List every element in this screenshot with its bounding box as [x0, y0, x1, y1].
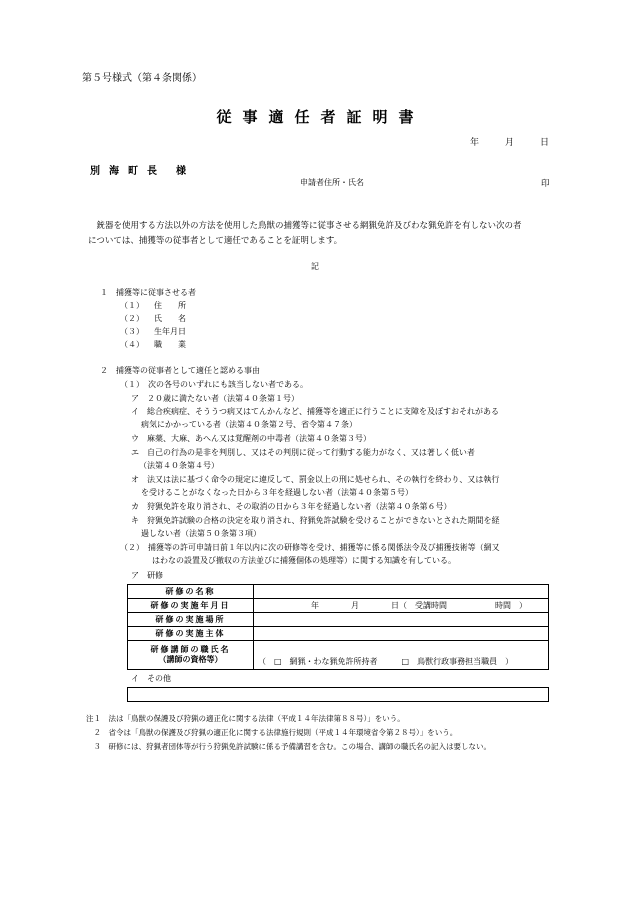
disqualification-line: キ 狩猟免許試験の合格の決定を取り消され、狩猟免許試験を受けることができないとされた期間を経 [131, 516, 500, 525]
applicant-label: 申請者住所・氏名 [300, 178, 364, 187]
training-name-field[interactable] [254, 585, 549, 599]
disqualification-line: 過しない者（法第５０条第３項） [141, 529, 261, 538]
training-place-field[interactable] [254, 613, 549, 627]
table-row [128, 627, 549, 641]
disqualification-line: カ 狩猟免許を取り消され、その取消の日から３年を経過しない者（法第４０条第６号） [131, 502, 452, 511]
certification-text [88, 219, 550, 249]
section-1-heading: １ 捕獲等に従事させる者 [100, 288, 196, 297]
day-label: 日 [540, 138, 550, 148]
section-2-sub-2-cont: はわなの設置及び撤収の方法並びに捕獲個体の処理等）に関する知識を有している。 [152, 556, 456, 565]
table-row [128, 599, 549, 613]
addressee [90, 162, 186, 177]
training-organizer-field[interactable] [254, 627, 549, 641]
note-2: ２ 省令は「鳥獣の保護及び狩猟の適正化に関する法律施行規則（平成１４年環境省令第２８号）」をいう。 [86, 728, 458, 737]
disqualification-line: を受けることがなくなった日から３年を経過しない者（法第４０条第５号） [141, 488, 413, 497]
disqualification-line: （法第４０条第４号） [139, 461, 219, 470]
item-label: 職 業 [154, 340, 186, 349]
document-title: 従事適任者証明書 [216, 108, 425, 126]
disqualification-line: ウ 麻薬、大麻、あへん又は覚醒剤の中毒者（法第４０条第３号） [131, 434, 371, 443]
instructor-label-main: 研修講師の職氏名 [150, 645, 231, 654]
table-row [128, 641, 549, 670]
section-2-sub-2: （２） 捕獲等の許可申請日前１年以内に次の研修等を受け、捕獲等に係る関係法令及び捕獲技術等（網又 [120, 543, 500, 552]
item-label: 住 所 [154, 301, 186, 310]
training-place-label: 研修の実施場所 [128, 613, 254, 627]
training-date-label: 研修の実施年月日 [128, 599, 254, 613]
disqualification-line: オ 法又は法に基づく命令の規定に違反して、罰金以上の刑に処せられ、その執行を終わり、又は執行 [131, 475, 500, 484]
seal-mark: 印 [541, 179, 550, 189]
item-number: （３） [120, 327, 144, 336]
instructor-field[interactable]: （ □ 網猟・わな猟免許所持者 □ 鳥獣行政事務担当職員 ） [254, 641, 549, 670]
training-organizer-label: 研修の実施主体 [128, 627, 254, 641]
disqualification-line: ア ２０歳に満たない者（法第４０条第１号） [131, 394, 299, 403]
training-table [127, 584, 549, 670]
other-input-box[interactable] [127, 687, 549, 702]
section-1-item [120, 326, 186, 337]
section-1-item [120, 313, 186, 324]
section-2-heading: ２ 捕獲等の従事者として適任と認める事由 [100, 366, 260, 375]
form-number-label: 第５号様式（第４条関係） [82, 73, 202, 84]
table-row [128, 585, 549, 599]
addressee-honorific: 様 [176, 166, 186, 177]
disqualification-line: 病気にかかっている者（法第４０条第２号、省令第４７条） [141, 420, 357, 429]
section-1-item [120, 339, 186, 350]
addressee-name: 別海町長 [90, 166, 166, 177]
instructor-label-sub: （講師の資格等） [158, 655, 223, 664]
item-label: 氏 名 [154, 314, 186, 323]
disqualification-line: エ 自己の行為の是非を判別し、又はその判別に従って行動する能力がなく、又は著しく低い者 [131, 448, 475, 457]
disqualification-line: イ 総合疾病症、そううつ病又はてんかんなど、捕獲等を適正に行うことに支障を及ぼすおそれがある [131, 407, 499, 416]
certification-line-1: 銃器を使用する方法以外の方法を使用した鳥獣の捕獲等に従事させる網猟免許及びわな猟免許を有しない次の者 [88, 221, 522, 231]
training-heading: ア 研修 [131, 571, 163, 580]
month-label: 月 [505, 138, 515, 148]
section-1-item [120, 300, 186, 311]
instructor-label [128, 641, 254, 670]
training-name-label: 研修の名称 [128, 585, 254, 599]
training-date-field[interactable]: 年 月 日（ 受講時間 時間 ） [254, 599, 549, 613]
item-label: 生年月日 [154, 327, 186, 336]
note-1: 注１ 法は「鳥獣の保護及び狩猟の適正化に関する法律（平成１４年法律第８８号）」をいう。 [86, 714, 405, 723]
ki-marker: 記 [311, 262, 319, 271]
certification-line-2: については、捕獲等の従事者として適任であることを証明します。 [88, 236, 343, 246]
item-number: （２） [120, 314, 144, 323]
year-label: 年 [470, 138, 480, 148]
item-number: （４） [120, 340, 144, 349]
note-3: ３ 研修には、狩猟者団体等が行う狩猟免許試験に係る予備講習を含む。この場合、講師の職氏名の記入は要しない。 [86, 742, 491, 751]
section-2-sub-1: （１） 次の各号のいずれにも該当しない者である。 [120, 380, 308, 389]
table-row [128, 613, 549, 627]
item-number: （１） [120, 301, 144, 310]
date-line [470, 135, 549, 148]
other-heading: イ その他 [131, 674, 171, 683]
